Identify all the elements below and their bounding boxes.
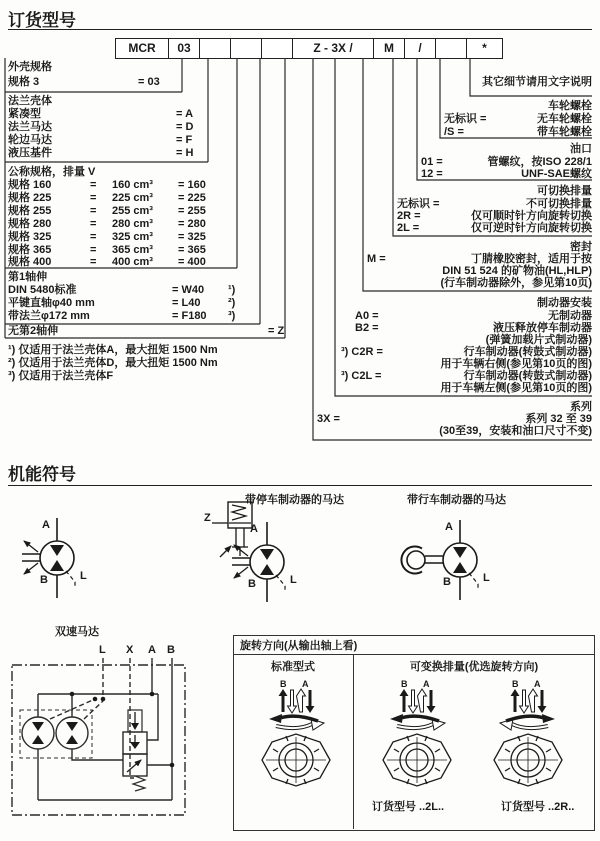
port-b-label: B bbox=[40, 574, 48, 586]
size-code: = 400 bbox=[178, 256, 206, 268]
frame-code: = F bbox=[176, 134, 193, 146]
rotation-divider bbox=[353, 654, 354, 829]
size-label: 规格 160 bbox=[8, 179, 52, 191]
shaft1-label: 带法兰φ172 mm bbox=[8, 310, 90, 322]
frame-label: 法兰马达 bbox=[8, 121, 52, 133]
series-header: 系列 bbox=[570, 401, 592, 413]
size-code: = 160 bbox=[178, 179, 206, 191]
parking-brake-motor-label: 带停车制动器的马达 bbox=[245, 494, 344, 506]
order-caption-2l: 订货型号 ..2L.. bbox=[372, 801, 445, 813]
switchable-header: 可切换排量 bbox=[537, 185, 592, 197]
switchable-code: 2L = bbox=[397, 222, 420, 234]
size-disp: 225 cm³ bbox=[112, 192, 153, 204]
frame-label: 液压基件 bbox=[8, 147, 52, 159]
size-disp: 255 cm³ bbox=[112, 205, 153, 217]
size-eq: = bbox=[90, 179, 97, 191]
housing-label: 规格 3 bbox=[8, 76, 40, 88]
variable-displacement-label: 可变换排量(优选旋转方向) bbox=[409, 661, 539, 673]
brake-text: 用于车辆左侧(参见第10页的图) bbox=[440, 382, 592, 394]
brake-text: 行车制动器(转鼓式制动器) bbox=[463, 346, 592, 358]
housing-header: 外壳规格 bbox=[8, 61, 52, 73]
series-code: 3X = bbox=[317, 413, 340, 425]
frame-code: = D bbox=[176, 121, 194, 133]
code-cell-frame-size: 03 bbox=[169, 38, 200, 59]
code-cell-star: * bbox=[467, 38, 503, 59]
oil-ports-code: 01 = bbox=[421, 156, 443, 168]
code-cell-slash: / bbox=[405, 38, 436, 59]
motor-symbols-drawing bbox=[0, 455, 600, 640]
size-disp: 160 cm³ bbox=[112, 179, 153, 191]
size-label: 规格 280 bbox=[8, 218, 52, 230]
footnote-1: ¹) 仅适用于法兰壳体A，最大扭矩 1500 Nm bbox=[8, 344, 218, 356]
seal-text: (行车制动器除外，参见第10页) bbox=[440, 277, 592, 289]
series-text: 系列 32 至 39 bbox=[525, 413, 592, 425]
brake-code: ³) C2L = bbox=[341, 370, 382, 382]
frame-code: = A bbox=[176, 108, 194, 120]
brake-code: B2 = bbox=[355, 322, 379, 334]
brake-text: 无制动器 bbox=[548, 310, 592, 322]
port-b-label: B bbox=[167, 644, 175, 656]
code-cell-mcr: MCR bbox=[115, 38, 169, 59]
port-x-label: X bbox=[126, 644, 134, 656]
footnote-3: ³) 仅适用于法兰壳体F bbox=[8, 370, 114, 382]
size-code: = 325 bbox=[178, 231, 206, 243]
size-eq: = bbox=[90, 231, 97, 243]
shaft1-note: ²) bbox=[228, 297, 236, 309]
two-speed-motor-label: 双速马达 bbox=[55, 626, 99, 638]
rotation-header-rule bbox=[233, 654, 594, 655]
seal-text: 丁腈橡胶密封，适用于按 bbox=[471, 253, 592, 265]
shaft2-code: = Z bbox=[268, 325, 285, 337]
switchable-code: 2R = bbox=[397, 210, 421, 222]
brake-header: 制动器安装 bbox=[537, 297, 592, 309]
two-speed-motor-schematic bbox=[0, 640, 220, 830]
seal-code: M = bbox=[367, 253, 386, 265]
shaft1-label: 平键直轴φ40 mm bbox=[8, 297, 95, 309]
port-b-label: B bbox=[248, 578, 256, 590]
port-z-label: Z bbox=[204, 512, 211, 524]
wheel-bolts-header: 车轮螺栓 bbox=[548, 100, 592, 112]
seal-header: 密封 bbox=[570, 241, 592, 253]
series-text: (30至39，安装和油口尺寸不变) bbox=[439, 425, 592, 437]
size-code: = 255 bbox=[178, 205, 206, 217]
port-l-label: L bbox=[483, 572, 490, 584]
port-a-label: A bbox=[445, 521, 453, 533]
seal-text: DIN 51 524 的矿物油(HL,HLP) bbox=[442, 265, 592, 277]
ordering-title: 订货型号 bbox=[8, 11, 76, 30]
switchable-text: 仅可逆时针方向旋转切换 bbox=[471, 222, 592, 234]
wheel-flange-2r bbox=[490, 731, 566, 789]
rotation-arrow-2r bbox=[498, 710, 558, 732]
oil-ports-text: UNF-SAE螺纹 bbox=[521, 168, 592, 180]
switchable-text: 仅可顺时针方向旋转切换 bbox=[471, 210, 592, 222]
code-cell-series: Z - 3X / bbox=[293, 38, 374, 59]
port-b-label: B bbox=[401, 679, 408, 689]
size-label: 规格 365 bbox=[8, 244, 52, 256]
service-brake-motor-label: 带行车制动器的马达 bbox=[407, 494, 506, 506]
switchable-text: 不可切换排量 bbox=[526, 198, 592, 210]
standard-type-label: 标准型式 bbox=[271, 661, 315, 673]
wheel-bolts-text: 带车轮螺栓 bbox=[537, 126, 592, 138]
shaft1-header: 第1轴伸 bbox=[8, 271, 48, 283]
port-b-label: B bbox=[280, 679, 287, 689]
size-eq: = bbox=[90, 218, 97, 230]
port-b-label: B bbox=[512, 679, 519, 689]
size-disp: 400 cm³ bbox=[112, 256, 153, 268]
brake-text: 行车制动器(转鼓式制动器) bbox=[463, 370, 592, 382]
frame-label: 紧凑型 bbox=[8, 108, 41, 120]
shaft1-label: DIN 5480标准 bbox=[8, 284, 77, 296]
code-cell-seal: M bbox=[374, 38, 405, 59]
brake-text: (弹簧加载片式制动器) bbox=[485, 334, 592, 346]
brake-text: 用于车辆右侧(参见第10页的图) bbox=[440, 358, 592, 370]
size-eq: = bbox=[90, 192, 97, 204]
rotation-header: 旋转方向(从输出轴上看) bbox=[240, 640, 358, 652]
port-a-label: A bbox=[148, 644, 156, 656]
port-l-label: L bbox=[290, 574, 297, 586]
size-eq: = bbox=[90, 205, 97, 217]
size-disp: 280 cm³ bbox=[112, 218, 153, 230]
port-a-label: A bbox=[302, 679, 309, 689]
housing-code: = 03 bbox=[138, 76, 160, 88]
shaft1-code: = L40 bbox=[172, 297, 201, 309]
port-a-label: A bbox=[534, 679, 541, 689]
symbols-title: 机能符号 bbox=[8, 465, 76, 484]
frame-label: 轮边马达 bbox=[8, 134, 52, 146]
size-code: = 280 bbox=[178, 218, 206, 230]
brake-code: A0 = bbox=[355, 310, 379, 322]
footnote-2: ²) 仅适用于法兰壳体D，最大扭矩 1500 Nm bbox=[8, 357, 218, 369]
brake-text: 液压释放停车制动器 bbox=[493, 322, 592, 334]
port-l-label: L bbox=[80, 570, 87, 582]
frame-header: 法兰壳体 bbox=[8, 95, 52, 107]
rotation-arrow-standard bbox=[266, 710, 326, 732]
size-disp: 325 cm³ bbox=[112, 231, 153, 243]
oil-ports-text: 管螺纹，按ISO 228/1 bbox=[487, 156, 592, 168]
size-code: = 365 bbox=[178, 244, 206, 256]
shaft2-label: 无第2轴伸 bbox=[8, 325, 59, 337]
motor-symbol-service-brake bbox=[401, 520, 478, 600]
shaft1-note: ³) bbox=[228, 310, 236, 322]
switchable-code: 无标识 = bbox=[397, 198, 440, 210]
shaft1-code: = F180 bbox=[172, 310, 207, 322]
wheel-flange-2l bbox=[379, 731, 455, 789]
brake-code: ³) C2R = bbox=[341, 346, 383, 358]
size-header: 公称规格，排量 V bbox=[8, 166, 96, 178]
other-details-label: 其它细节请用文字说明 bbox=[482, 76, 592, 88]
port-a-label: A bbox=[250, 523, 258, 535]
wheel-flange-standard bbox=[258, 731, 334, 789]
size-disp: 365 cm³ bbox=[112, 244, 153, 256]
shaft1-note: ¹) bbox=[228, 284, 236, 296]
size-label: 规格 225 bbox=[8, 192, 52, 204]
wheel-bolts-code: /S = bbox=[444, 126, 464, 138]
port-l-label: L bbox=[99, 644, 106, 656]
oil-ports-header: 油口 bbox=[570, 143, 592, 155]
size-eq: = bbox=[90, 244, 97, 256]
size-eq: = bbox=[90, 256, 97, 268]
wheel-bolts-text: 无车轮螺栓 bbox=[537, 113, 592, 125]
frame-code: = H bbox=[176, 147, 194, 159]
size-label: 规格 400 bbox=[8, 256, 52, 268]
size-code: = 225 bbox=[178, 192, 206, 204]
oil-ports-code: 12 = bbox=[421, 168, 443, 180]
order-caption-2r: 订货型号 ..2R.. bbox=[501, 801, 575, 813]
port-a-label: A bbox=[423, 679, 430, 689]
shaft1-code: = W40 bbox=[172, 284, 205, 296]
rotation-arrow-2l bbox=[387, 710, 447, 732]
port-a-label: A bbox=[42, 519, 50, 531]
size-label: 规格 325 bbox=[8, 231, 52, 243]
size-label: 规格 255 bbox=[8, 205, 52, 217]
port-b-label: B bbox=[443, 576, 451, 588]
wheel-bolts-code: 无标识 = bbox=[444, 113, 487, 125]
